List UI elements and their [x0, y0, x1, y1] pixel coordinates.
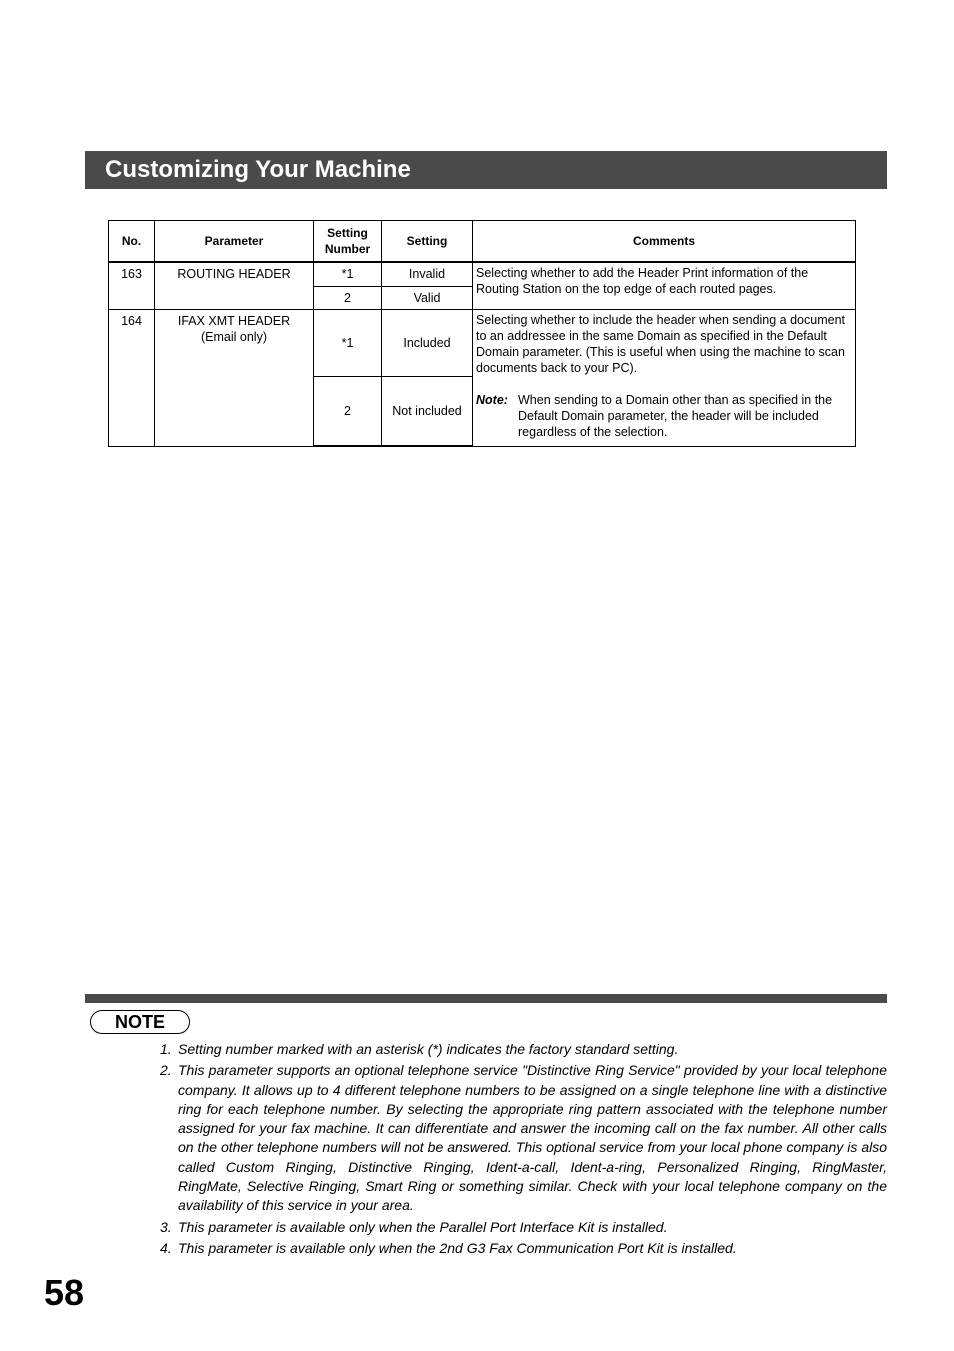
- note-label: Note:: [476, 392, 508, 407]
- note-number: 3.: [160, 1218, 172, 1235]
- page-title: Customizing Your Machine: [85, 151, 887, 189]
- comment-note: [476, 392, 852, 440]
- page-number: 58: [44, 1272, 85, 1313]
- column-header-comments: Comments: [473, 221, 856, 263]
- column-header-setting: Setting: [382, 221, 473, 263]
- note-number: 4.: [160, 1239, 172, 1256]
- cell-no: 163: [109, 262, 155, 309]
- cell-setting: Valid: [382, 286, 473, 309]
- column-header-no: No.: [109, 221, 155, 263]
- parameter-name: IFAX XMT HEADER: [177, 313, 291, 328]
- table-row: [109, 262, 856, 286]
- cell-setting-number: 2: [314, 376, 382, 446]
- column-header-parameter: Parameter: [155, 221, 314, 263]
- table-header-row: [109, 221, 856, 263]
- cell-setting: Invalid: [382, 262, 473, 286]
- notes-list: [160, 1040, 887, 1260]
- parameter-table: [108, 220, 856, 447]
- cell-setting-number: *1: [314, 262, 382, 286]
- cell-setting: Included: [382, 309, 473, 376]
- cell-comments: Selecting whether to add the Header Print information of the Routing Station on the top edge of each routed pages.: [473, 262, 856, 309]
- note-item-text: This parameter is available only when the Parallel Port Interface Kit is installed.: [178, 1218, 668, 1235]
- table-row: [109, 309, 856, 376]
- list-item: [160, 1040, 887, 1059]
- list-item: [160, 1239, 887, 1258]
- note-badge: NOTE: [90, 1010, 190, 1034]
- cell-setting: Not included: [382, 376, 473, 446]
- note-divider: [85, 994, 887, 1003]
- note-number: 1.: [160, 1041, 172, 1057]
- parameter-name: ROUTING HEADER: [177, 267, 291, 281]
- note-item-text: This parameter supports an optional telephone service "Distinctive Ring Service" provided by your local telephone company. It allows up to 4 different telephone numbers to be assigned on a single telephone line with a distinctive ring for each telephone number. By selecting the appropriate ring pattern associated with the telephone number assigned for your fax machine. It can differentiate and answer the incoming call on the fax number. All other calls on the other telephone numbers will not be answered. This optional service from your local phone company is also called Custom Ringing, Distinctive Ringing, Ident-a-call, Ident-a-ring, Personalized Ringing, RingMaster, RingMate, Selective Ringing, Smart Ring or something similar. Check with your local telephone company on the availability of this service in your area.: [178, 1062, 887, 1214]
- cell-no: 164: [109, 309, 155, 446]
- column-header-setting-number: Setting Number: [314, 221, 382, 263]
- cell-parameter: [155, 309, 314, 446]
- note-text: When sending to a Domain other than as specified in the Default Domain parameter, the header will be included regardless of the selection.: [518, 392, 833, 439]
- list-item: [160, 1218, 887, 1237]
- comment-text: Selecting whether to include the header when sending a document to an addressee in the same Domain as specified in the Default Domain parameter. (This is useful when using the machine to scan documents back to your PC).: [476, 312, 846, 375]
- cell-setting-number: *1: [314, 309, 382, 376]
- cell-parameter: [155, 262, 314, 309]
- parameter-subtitle: (Email only): [201, 329, 267, 344]
- note-item-text: Setting number marked with an asterisk (*) indicates the factory standard setting.: [178, 1041, 679, 1057]
- note-item-text: This parameter is available only when the 2nd G3 Fax Communication Port Kit is installed.: [178, 1239, 737, 1256]
- cell-setting-number: 2: [314, 286, 382, 309]
- note-number: 2.: [160, 1062, 172, 1079]
- list-item: [160, 1061, 887, 1215]
- cell-comments: [473, 309, 856, 446]
